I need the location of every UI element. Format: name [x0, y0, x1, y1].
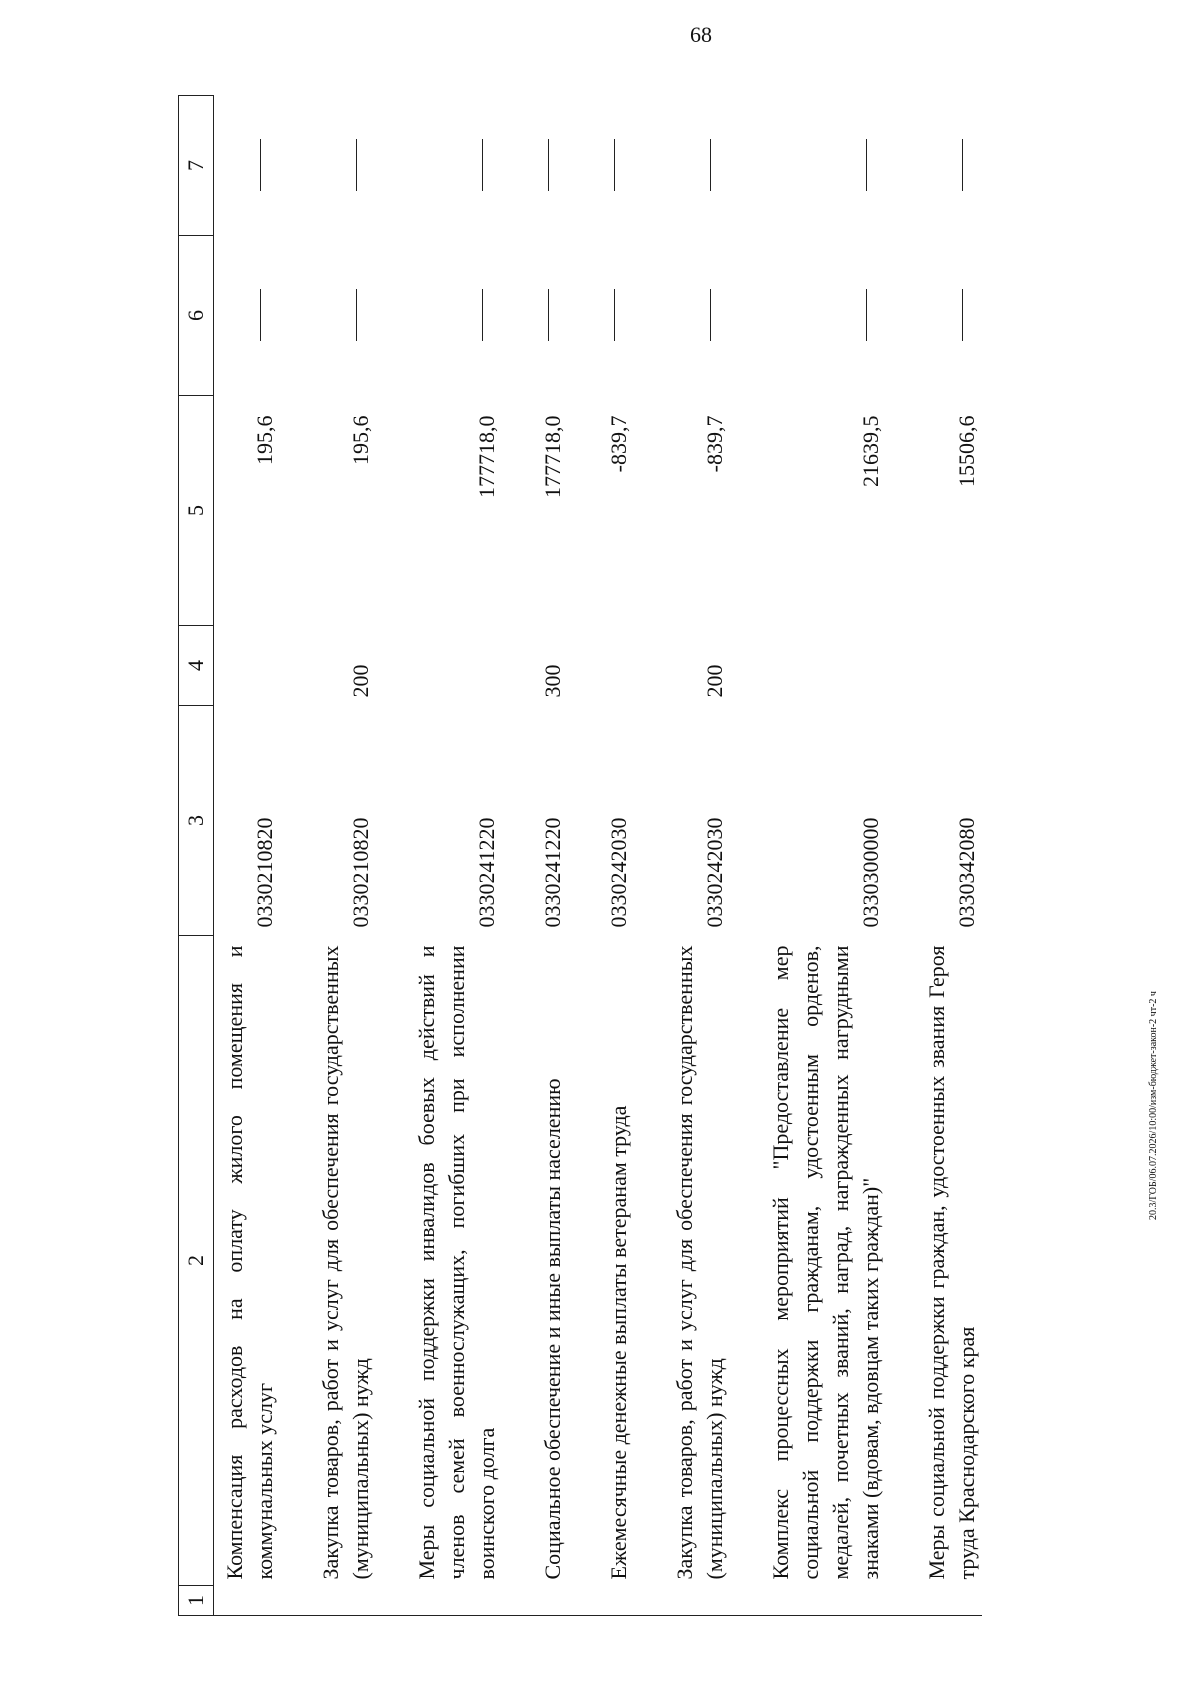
- cell-col-1: [214, 1586, 281, 1616]
- header-col-7: 7: [179, 96, 214, 236]
- dash-mark: [710, 290, 711, 342]
- table-row: [532, 96, 568, 1616]
- row-code: 0330241220: [474, 817, 499, 928]
- row-amount: -839,7: [606, 415, 631, 473]
- cell-col-1: [598, 1586, 634, 1616]
- row-code: 0330241220: [540, 817, 565, 928]
- row-col6: [214, 236, 281, 396]
- row-code: 0330300000: [858, 817, 883, 928]
- budget-table: [178, 95, 982, 1616]
- row-code: 0330210820: [348, 817, 373, 928]
- dash-mark: [260, 290, 261, 342]
- row-description: Ежемесячные денежные выплаты ветеранам труда: [606, 1105, 631, 1580]
- row-type: 300: [540, 664, 565, 698]
- row-type: [406, 626, 502, 706]
- dash-mark: [962, 290, 963, 342]
- table-row: [598, 96, 634, 1616]
- row-col6: [916, 236, 982, 396]
- header-col-6: 6: [179, 236, 214, 396]
- row-col7: [214, 96, 281, 236]
- header-col-3: 3: [179, 706, 214, 936]
- row-amount: -839,7: [702, 415, 727, 473]
- row-type: [916, 626, 982, 706]
- row-col6: [532, 236, 568, 396]
- row-amount: 177718,0: [540, 415, 565, 498]
- header-col-2: 2: [179, 936, 214, 1586]
- budget-table-rotated: [178, 96, 1200, 1616]
- table-row: [916, 96, 982, 1616]
- table-row: [214, 96, 281, 1616]
- table-row: [760, 96, 886, 1616]
- table-row: [664, 96, 730, 1616]
- row-col7: [598, 96, 634, 236]
- row-description: Комплекс процессных мероприятий "Предоставление мер социальной поддержки гражданам, удостоенным орденов, медалей, почетных званий, наград, награжденных нагрудными знаками (вдовам, вдовцам таких граждан)": [768, 945, 883, 1580]
- row-description: Меры социальной поддержки инвалидов боевых действий и членов семей военнослужащих, погибших при исполнении воинского долга: [414, 945, 499, 1580]
- dash-mark: [260, 140, 261, 192]
- row-description: Социальное обеспечение и иные выплаты населению: [540, 1078, 565, 1580]
- footer-code-text: 20.3/ГОБ/06.07.2026/10:00/изм-бюджет-закон-2 чт-2 ч: [1148, 991, 1159, 1220]
- row-code: 0330242030: [606, 817, 631, 928]
- dash-mark: [548, 290, 549, 342]
- row-type: 200: [348, 664, 373, 698]
- row-col6: [760, 236, 886, 396]
- row-col7: [760, 96, 886, 236]
- dash-mark: [614, 290, 615, 342]
- footer-document-code: [1148, 991, 1159, 1230]
- header-col-1: 1: [179, 1586, 214, 1616]
- row-description: Меры социальной поддержки граждан, удостоенных звания Героя труда Краснодарского края: [924, 945, 979, 1580]
- row-col6: [664, 236, 730, 396]
- row-description: Закупка товаров, работ и услуг для обеспечения государственных (муниципальных) нужд: [672, 945, 727, 1580]
- row-col7: [406, 96, 502, 236]
- dash-mark: [482, 140, 483, 192]
- dash-mark: [548, 140, 549, 192]
- cell-col-1: [664, 1586, 730, 1616]
- row-col6: [406, 236, 502, 396]
- row-type: 200: [702, 664, 727, 698]
- row-code: 0330242030: [702, 817, 727, 928]
- row-col7: [310, 96, 376, 236]
- header-col-5: 5: [179, 396, 214, 626]
- row-description: Закупка товаров, работ и услуг для обеспечения государственных (муниципальных) нужд: [318, 945, 373, 1580]
- page-number: 68: [690, 22, 712, 47]
- header-col-4: 4: [179, 626, 214, 706]
- row-amount: 15506,6: [954, 415, 979, 487]
- cell-col-1: [406, 1586, 502, 1616]
- table-row: [310, 96, 376, 1616]
- row-type: [214, 626, 281, 706]
- cell-col-1: [310, 1586, 376, 1616]
- dash-mark: [962, 140, 963, 192]
- cell-col-1: [760, 1586, 886, 1616]
- dash-mark: [614, 140, 615, 192]
- row-description: Компенсация расходов на оплату жилого помещения и коммунальных услуг: [222, 945, 277, 1580]
- row-amount: 195,6: [348, 415, 373, 465]
- row-type: [598, 626, 634, 706]
- dash-mark: [710, 140, 711, 192]
- row-amount: 21639,5: [858, 415, 883, 487]
- table-row: [406, 96, 502, 1616]
- dash-mark: [866, 290, 867, 342]
- dash-mark: [356, 140, 357, 192]
- row-col7: [916, 96, 982, 236]
- cell-col-1: [916, 1586, 982, 1616]
- dash-mark: [356, 290, 357, 342]
- dash-mark: [866, 140, 867, 192]
- row-type: [760, 626, 886, 706]
- row-col6: [310, 236, 376, 396]
- table-header-row: [179, 96, 214, 1616]
- row-code: 0330342080: [954, 817, 979, 928]
- row-col7: [532, 96, 568, 236]
- row-col7: [664, 96, 730, 236]
- cell-col-1: [532, 1586, 568, 1616]
- row-code: 0330210820: [252, 817, 277, 928]
- dash-mark: [482, 290, 483, 342]
- row-col6: [598, 236, 634, 396]
- row-amount: 195,6: [252, 415, 277, 465]
- row-amount: 177718,0: [474, 415, 499, 498]
